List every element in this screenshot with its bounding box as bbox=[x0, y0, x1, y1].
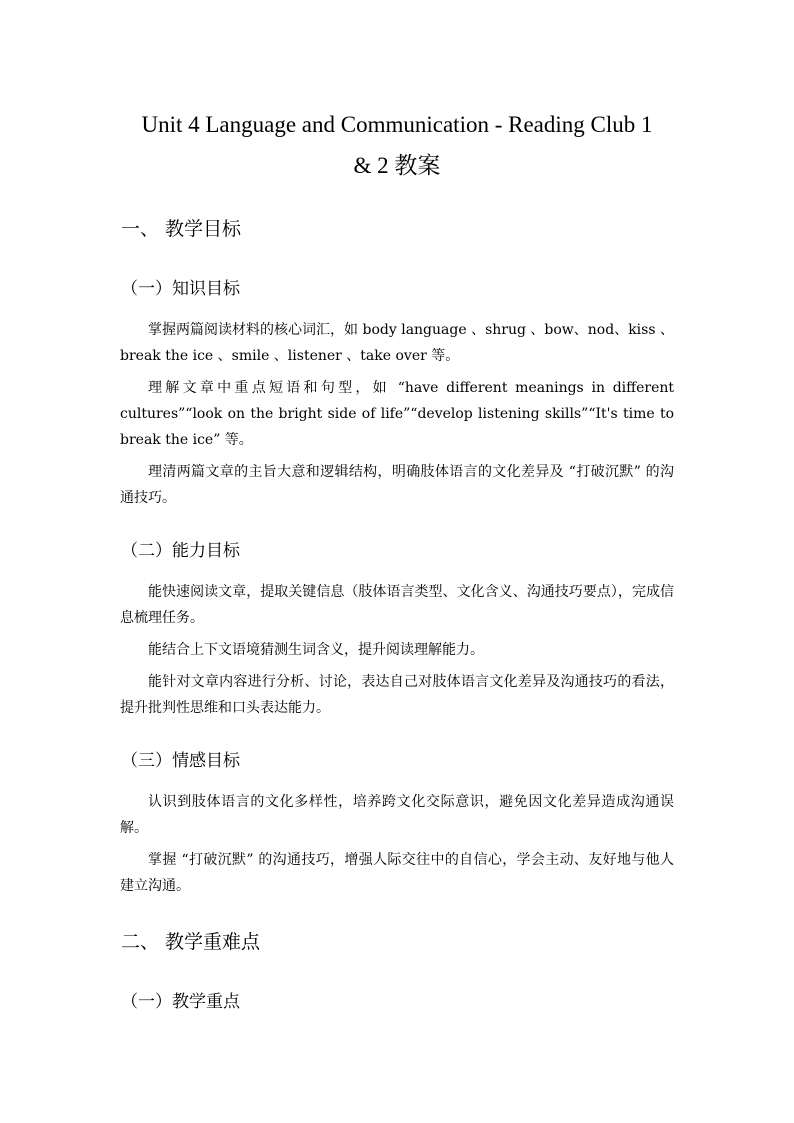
subheading-teaching-key-points: （一）教学重点 bbox=[121, 992, 240, 1012]
section-heading-key-points: 二、 教学重难点 bbox=[121, 931, 261, 953]
paragraph-emotional-2: 掌握 “打破沉默” 的沟通技巧，增强人际交往中的自信心，学会主动、友好地与他人建立沟通。 bbox=[120, 852, 674, 894]
subheading-knowledge-objectives: （一）知识目标 bbox=[121, 279, 240, 299]
paragraph-knowledge-3: 理清两篇文章的主旨大意和逻辑结构，明确肢体语言的文化差异及 “打破沉默” 的沟通技巧。 bbox=[120, 464, 674, 506]
paragraph-knowledge-1: 掌握两篇阅读材料的核心词汇，如 body language 、shrug 、bow、nod、kiss 、break the ice 、smile 、listener 、take over 等。 bbox=[120, 322, 674, 364]
paragraph-knowledge-2: 理解文章中重点短语和句型，如 “have different meanings in different cultures”“look on the bright side of life”“develop listening skills”“It's time to break the ice” 等。 bbox=[120, 380, 674, 448]
subheading-emotional-objectives: （三）情感目标 bbox=[121, 751, 240, 771]
section-heading-teaching-objectives: 一、 教学目标 bbox=[121, 218, 242, 240]
paragraph-emotional-1: 认识到肢体语言的文化多样性，培养跨文化交际意识，避免因文化差异造成沟通误解。 bbox=[120, 794, 674, 836]
paragraph-ability-3: 能针对文章内容进行分析、讨论，表达自己对肢体语言文化差异及沟通技巧的看法，提升批判性思维和口头表达能力。 bbox=[120, 674, 674, 716]
document-title-line-2: & 2 教案 bbox=[353, 153, 441, 178]
subheading-ability-objectives: （二）能力目标 bbox=[121, 541, 240, 561]
paragraph-ability-1: 能快速阅读文章，提取关键信息（肢体语言类型、文化含义、沟通技巧要点），完成信息梳理任务。 bbox=[120, 584, 674, 626]
document-title-line-1: Unit 4 Language and Communication - Reading Club 1 bbox=[141, 112, 653, 137]
paragraph-ability-2: 能结合上下文语境猜测生词含义，提升阅读理解能力。 bbox=[148, 642, 484, 658]
